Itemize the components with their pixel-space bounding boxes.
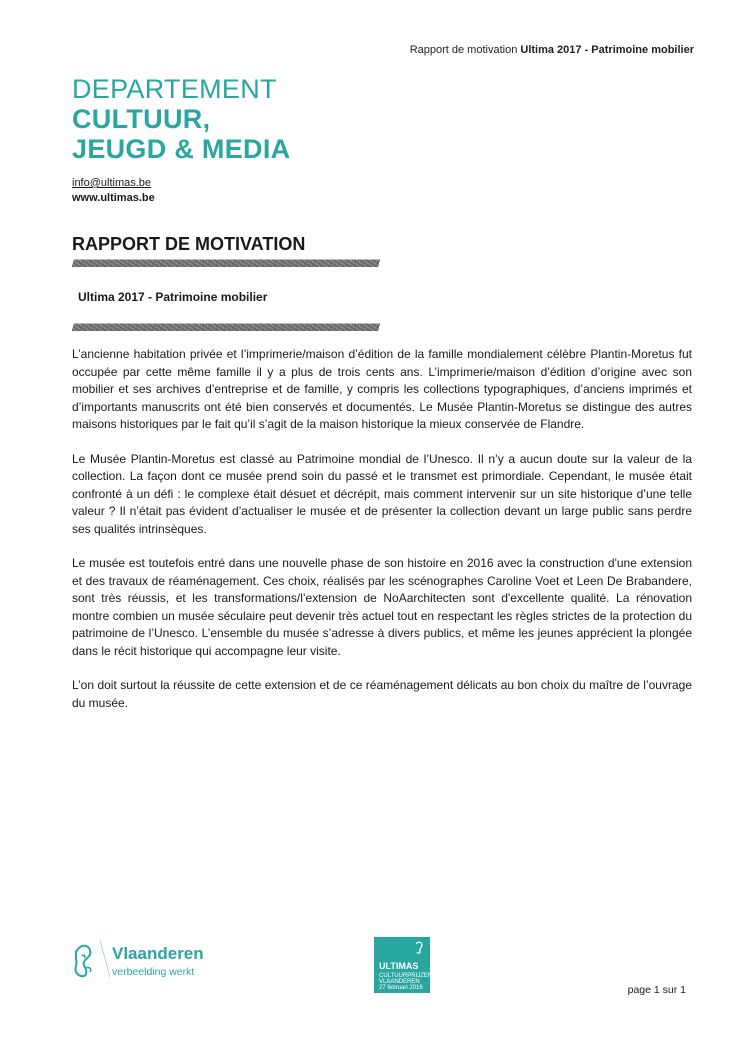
- paragraph: Le Musée Plantin-Moretus est classé au Patrimoine mondial de l’Unesco. Il n’y a aucun doute sur la valeur de la collection. La façon dont ce musée prend soin du passé et le transmet est primordiale. Cependant, le musée était confronté à un défi : le complexe était désuet et décrépit, mais comment intervenir sur un site historique d’une telle valeur ? Il n’était pas évident d’actualiser le musée et de présenter la collection devant un large public sans perdre ses qualités intrinsèques.: [72, 451, 692, 536]
- running-header-prefix: Rapport de motivation: [409, 44, 521, 56]
- contact-block: [72, 176, 155, 206]
- vlaanderen-name: Vlaanderen: [112, 944, 204, 963]
- paragraph: L’ancienne habitation privée et l’imprimerie/maison d’édition de la famille mondialement célèbre Plantin-Moretus fut occupée par cette même famille il y a plus de trois cents ans. L’imprimerie/maison d’édition d’origine avec son mobilier et ses archives d’entreprise et de famille, y compris les collections typographiques, d’anciens imprimés et d’importants manuscrits ont été bien conservés et documentés. Le Musée Plantin-Moretus se distingue des autres maisons historiques par le fait qu’il s’agit de la maison historique la mieux conservée de Flandre.: [72, 347, 692, 431]
- department-logo: [72, 74, 290, 164]
- department-line-3: JEUGD & MEDIA: [72, 134, 291, 164]
- lion-mark-icon: [414, 941, 426, 955]
- ultimas-title: ULTIMAS: [379, 961, 419, 971]
- ultimas-logo: [374, 937, 433, 993]
- page-number: page 1 sur 1: [627, 984, 686, 996]
- website-text: www.ultimas.be: [72, 192, 155, 204]
- ultimas-subtitle-2: VLAANDEREN: [379, 979, 420, 985]
- document-title: RAPPORT DE MOTIVATION: [72, 234, 306, 254]
- ultimas-subtitle-1: CULTUURPRIJZEN: [379, 973, 433, 979]
- email-link[interactable]: info@ultimas.be: [72, 177, 152, 189]
- separator-line: ////////////////////////////////////////////////////////////////////////////////////////////////////////////////////////////////////////////////////////////////////////////////////////////////////////////////////////////////////////////////////////////////////: [72, 323, 379, 334]
- paragraph: L’on doit surtout la réussite de cette extension et de ce réaménagement délicats au bon choix du maître de l’ouvrage du musée.: [72, 678, 692, 710]
- body-text: [72, 346, 692, 729]
- ultimas-date: 27 februari 2016: [379, 985, 423, 991]
- separator-line: ////////////////////////////////////////////////////////////////////////////////////////////////////////////////////////////////////////////////////////////////////////////////////////////////////////////////////////////////////////////////////////////////////: [72, 259, 379, 270]
- department-line-1: DEPARTEMENT: [72, 74, 277, 104]
- running-header-bold: Ultima 2017 - Patrimoine mobilier: [520, 44, 694, 56]
- vlaanderen-logo: [70, 938, 230, 994]
- running-header: [410, 44, 694, 56]
- department-line-2: CULTUUR,: [72, 104, 211, 134]
- document-subtitle: Ultima 2017 - Patrimoine mobilier: [78, 290, 268, 304]
- flemish-lion-icon: [70, 938, 110, 994]
- paragraph: Le musée est toutefois entré dans une nouvelle phase de son histoire en 2016 avec la construction d'une extension et des travaux de réaménagement. Ces choix, réalisés par les scénographes Caroline Voet et Leen De Brabandere, sont très réussis, et les transformations/l’extension de NoAarchitecten sont d'excellente qualité. La rénovation montre combien un musée séculaire peut devenir très actuel tout en respectant les règles strictes de la protection du patrimoine de l’Unesco. L’ensemble du musée s’adresse à divers publics, et même les jeunes apprécient la plongée dans le récit historique qui accompagne leur visite.: [72, 556, 692, 658]
- vlaanderen-tagline: verbeelding werkt: [112, 966, 195, 978]
